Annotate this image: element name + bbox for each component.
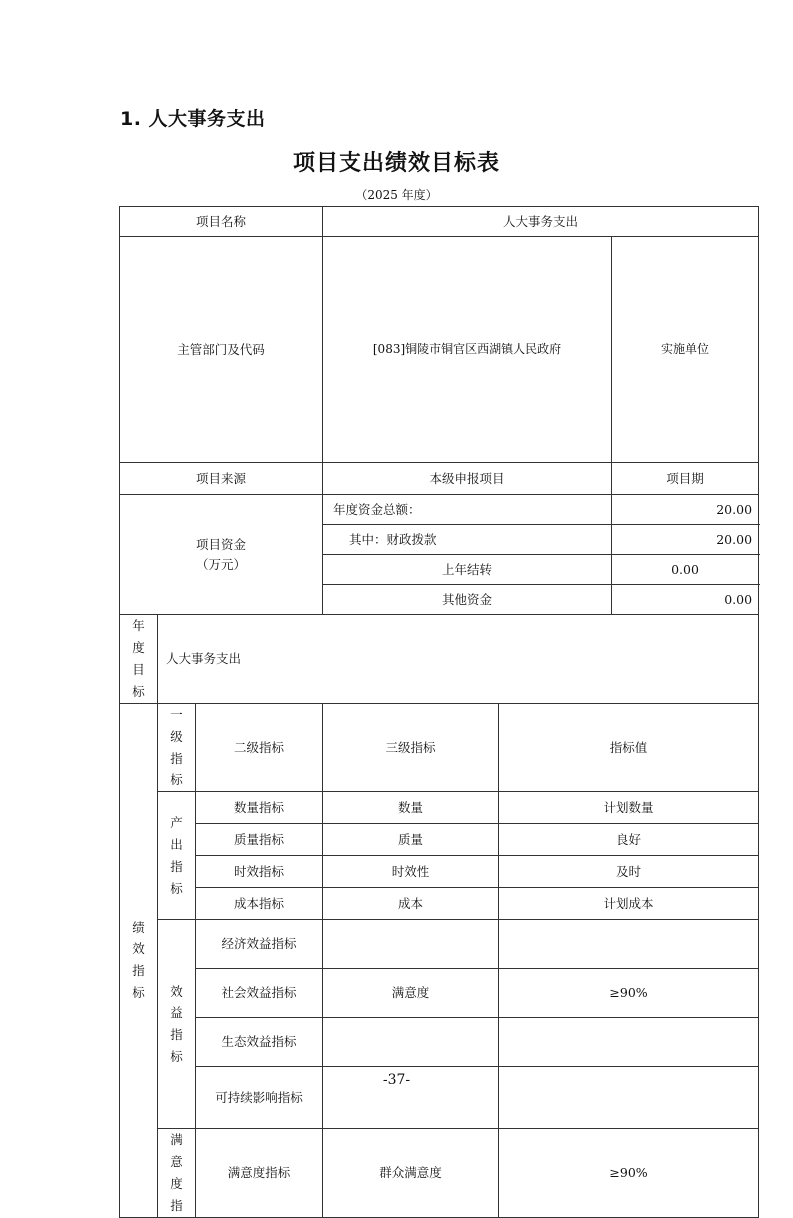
funds-total-value: 20.00 [612, 495, 759, 525]
annual-goal-value: 人大事务支出 [158, 615, 759, 704]
level2-header: 二级指标 [196, 703, 323, 792]
label-char: 年 [132, 618, 145, 634]
satisfaction-indicators-label [158, 1129, 196, 1218]
label-char: 目 [132, 662, 145, 677]
label-char: 出 [170, 836, 183, 852]
label-char: 标 [170, 1049, 183, 1065]
table-row [120, 888, 759, 920]
value-cell [499, 920, 759, 969]
value-cell: 计划数量 [499, 792, 759, 824]
level3-cell: 群众满意度 [323, 1129, 499, 1218]
value-cell: 良好 [499, 824, 759, 856]
table-row [120, 495, 759, 525]
funds-fiscal-label: 其中：财政拨款 [323, 525, 612, 555]
label-char: 指 [170, 1197, 183, 1213]
level2-cell: 成本指标 [196, 888, 323, 920]
table-row [120, 703, 759, 792]
level2-cell: 可持续影响指标 [196, 1067, 323, 1129]
source-value: 本级申报项目 [323, 463, 612, 495]
label-char: 级 [170, 728, 183, 744]
value-cell [499, 1018, 759, 1067]
label-char: 标 [170, 772, 183, 788]
value-header: 指标值 [499, 703, 759, 792]
level2-cell: 经济效益指标 [196, 920, 323, 969]
table-row [120, 920, 759, 969]
dept-label: 主管部门及代码 [120, 237, 323, 463]
funds-other-value: 0.00 [612, 585, 759, 615]
level3-cell [323, 920, 499, 969]
level1-header [158, 703, 196, 792]
level3-cell: 质量 [323, 824, 499, 856]
level2-cell: 社会效益指标 [196, 969, 323, 1018]
table-row [120, 969, 759, 1018]
value-cell: ≥90% [499, 969, 759, 1018]
document-title: 项目支出绩效目标表 [292, 151, 500, 176]
level2-cell: 时效指标 [196, 856, 323, 888]
table-row [120, 463, 759, 495]
label-char: 指 [170, 1027, 183, 1043]
performance-indicators-label [120, 703, 158, 1217]
performance-target-table [119, 206, 759, 1218]
label-char: 指 [170, 750, 183, 766]
year-note: （2025 年度） [355, 188, 438, 202]
benefit-indicators-label [158, 920, 196, 1129]
level3-cell: 数量 [323, 792, 499, 824]
label-char: 效 [170, 983, 183, 999]
value-cell: 及时 [499, 856, 759, 888]
funds-other-label: 其他资金 [323, 585, 612, 615]
project-name-label: 项目名称 [120, 207, 323, 237]
label-char: 标 [132, 985, 145, 1001]
level3-cell: 满意度 [323, 969, 499, 1018]
level2-cell: 满意度指标 [196, 1129, 323, 1218]
table-row [120, 824, 759, 856]
table-row [120, 207, 759, 237]
period-label: 项目期 [612, 463, 759, 495]
label-char: 标 [132, 683, 145, 699]
unit-label: 实施单位 [612, 237, 759, 463]
label-char: 绩 [132, 919, 145, 935]
level3-cell [323, 1018, 499, 1067]
table-row [120, 1129, 759, 1218]
label-char: 满 [170, 1132, 183, 1148]
label-char: 度 [132, 640, 145, 656]
funds-label-line2: （万元） [196, 556, 247, 572]
label-char: 产 [170, 815, 183, 830]
table-row [120, 615, 759, 704]
level3-header: 三级指标 [323, 703, 499, 792]
funds-label-line1: 项目资金 [196, 537, 247, 553]
funds-carryover-label: 上年结转 [323, 555, 612, 585]
label-char: 指 [132, 963, 145, 979]
table-row [120, 237, 759, 463]
label-char: 意 [170, 1154, 183, 1170]
section-heading: 1. 人大事务支出 [120, 108, 266, 130]
label-char: 一 [170, 706, 183, 722]
level3-cell: 成本 [323, 888, 499, 920]
project-name-value: 人大事务支出 [323, 207, 759, 237]
dept-value: [083]铜陵市铜官区西湖镇人民政府 [323, 237, 612, 463]
table-row [120, 856, 759, 888]
funds-label [120, 495, 323, 615]
label-char: 指 [170, 858, 183, 874]
table-row [120, 1018, 759, 1067]
table-row [120, 792, 759, 824]
level2-cell: 生态效益指标 [196, 1018, 323, 1067]
output-indicators-label [158, 792, 196, 920]
value-cell: 计划成本 [499, 888, 759, 920]
funds-fiscal-value: 20.00 [612, 525, 759, 555]
label-char: 度 [170, 1176, 183, 1191]
source-label: 项目来源 [120, 463, 323, 495]
page-number: -37- [382, 1072, 411, 1088]
label-char: 标 [170, 880, 183, 896]
value-cell: ≥90% [499, 1129, 759, 1218]
level2-cell: 数量指标 [196, 792, 323, 824]
level3-cell: 时效性 [323, 856, 499, 888]
funds-carryover-value: 0.00 [612, 555, 759, 585]
label-char: 效 [132, 941, 145, 957]
label-char: 益 [170, 1005, 183, 1021]
annual-goal-label [120, 615, 158, 704]
funds-total-label: 年度资金总额： [323, 495, 612, 525]
level2-cell: 质量指标 [196, 824, 323, 856]
